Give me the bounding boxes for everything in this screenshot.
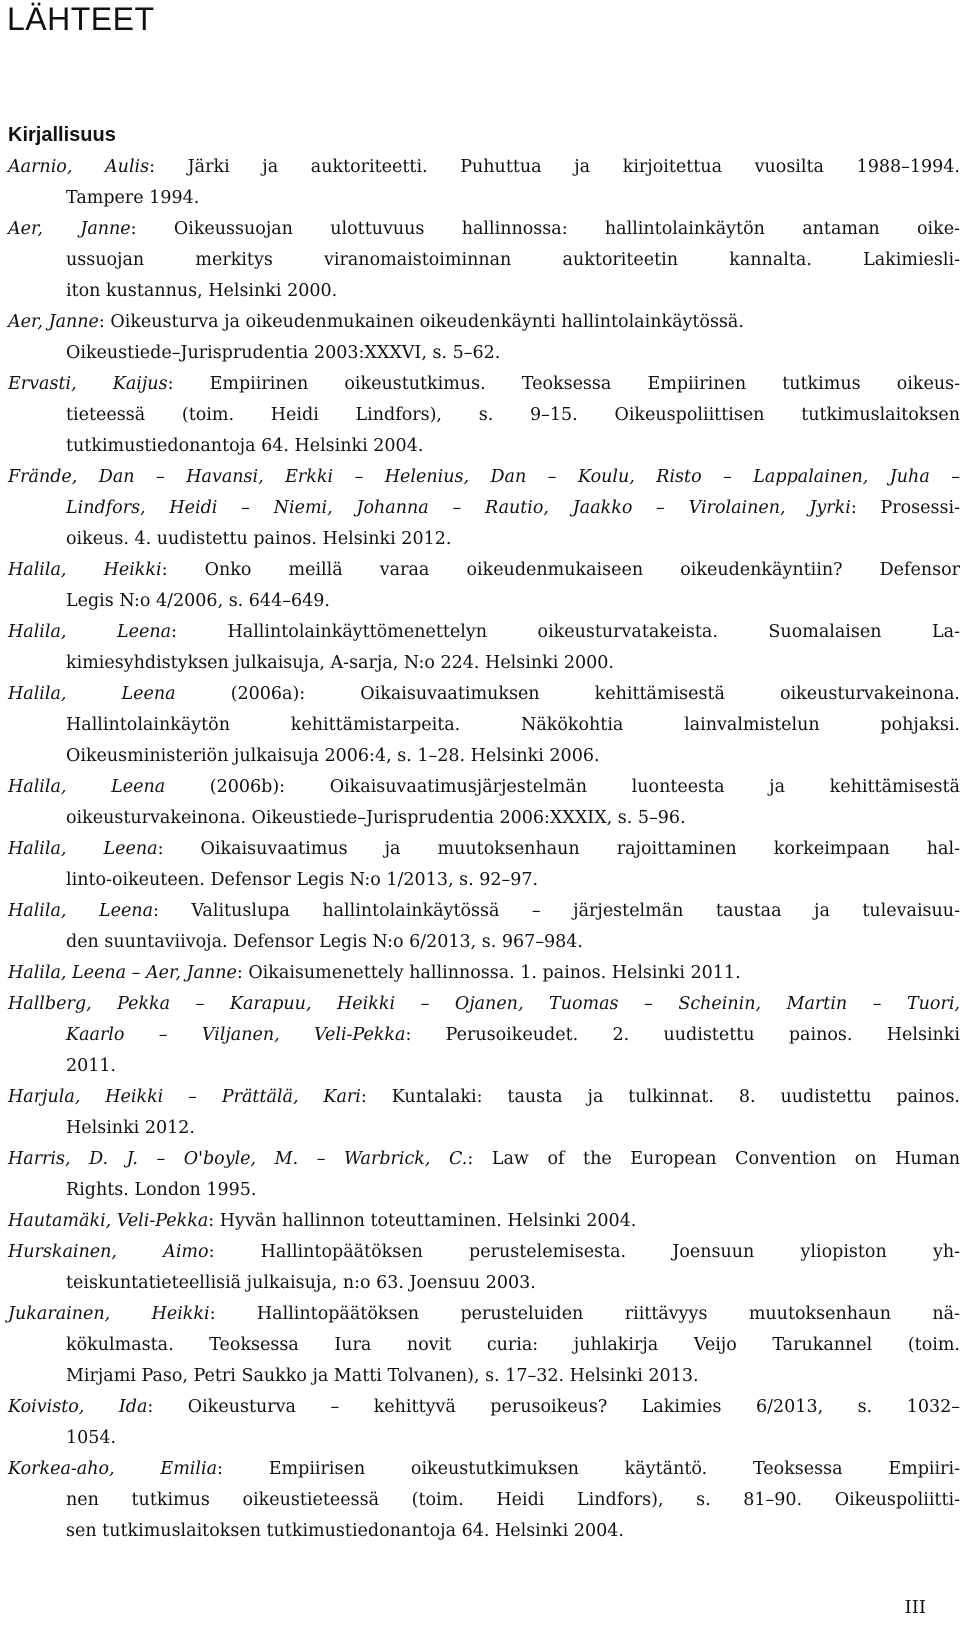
reference-line: sen tutkimuslaitoksen tutkimustiedonantoja 64. Helsinki 2004.: [66, 1521, 624, 1541]
reference-line: kökulmasta. Teoksessa Iura novit curia: juhlakirja Veijo Tarukannel (toim.: [66, 1335, 960, 1355]
reference-authors: Halila, Heikki: [8, 560, 162, 580]
reference-line: tutkimustiedonantoja 64. Helsinki 2004.: [66, 436, 424, 456]
reference-line: 2011.: [66, 1056, 117, 1076]
reference-authors: Halila, Leena: [8, 901, 154, 921]
reference-authors: Halila, Leena: [8, 622, 172, 642]
reference-text: : Empiirinen oikeustutkimus. Teoksessa Empiirinen tutkimus oikeus-: [167, 374, 960, 394]
reference-text: (2006a): Oikaisuvaatimuksen kehittämisestä oikeusturvakeinona.: [175, 684, 960, 704]
reference-entry: [8, 214, 960, 307]
reference-line: linto-oikeuteen. Defensor Legis N:o 1/2013, s. 92–97.: [66, 870, 539, 890]
reference-line: [8, 1299, 960, 1330]
reference-entry: [8, 1392, 960, 1454]
reference-entry: [8, 617, 960, 679]
reference-authors: Koivisto, Ida: [8, 1397, 148, 1417]
reference-line: [8, 772, 960, 803]
reference-line: [8, 679, 960, 710]
reference-line: [8, 896, 960, 927]
reference-authors: Aer, Janne: [8, 219, 131, 239]
reference-line: [8, 214, 960, 245]
reference-text: : Prosessi-: [850, 498, 960, 518]
reference-authors: Aarnio, Aulis: [8, 157, 150, 177]
reference-line: [8, 1206, 960, 1237]
reference-line: [8, 834, 960, 865]
reference-line: [8, 369, 960, 400]
reference-entry: [8, 1206, 960, 1237]
reference-line: tieteessä (toim. Heidi Lindfors), s. 9–15. Oikeuspoliittisen tutkimuslaitoksen: [66, 405, 960, 425]
reference-text: : Järki ja auktoriteetti. Puhuttua ja kirjoitettua vuosilta 1988–1994.: [149, 157, 960, 177]
reference-authors: Halila, Leena – Aer, Janne: [8, 963, 237, 983]
reference-line: [8, 462, 960, 493]
reference-line: [8, 555, 960, 586]
reference-text: : Oikaisumenettely hallinnossa. 1. painos. Helsinki 2011.: [236, 963, 741, 983]
reference-authors: Halila, Leena: [8, 839, 158, 859]
reference-text: : Hallintopäätöksen perustelemisesta. Joensuun yliopiston yh-: [208, 1242, 960, 1262]
reference-line: [8, 307, 960, 338]
reference-authors: Hallberg, Pekka – Karapuu, Heikki – Ojanen, Tuomas – Scheinin, Martin – Tuori,: [8, 994, 960, 1014]
reference-authors: Ervasti, Kaijus: [8, 374, 168, 394]
reference-authors: Harris, D. J. – O'boyle, M. – Warbrick, C.: [8, 1149, 468, 1169]
reference-authors: Harjula, Heikki – Prättälä, Kari: [8, 1087, 361, 1107]
reference-line: Oikeustiede–Jurisprudentia 2003:XXXVI, s. 5–62.: [66, 343, 501, 363]
reference-authors: Kaarlo – Viljanen, Veli-Pekka: [66, 1025, 406, 1045]
reference-entry: [8, 772, 960, 834]
section-heading: Kirjallisuus: [8, 124, 116, 146]
reference-entry: [8, 834, 960, 896]
reference-line: [8, 1144, 960, 1175]
reference-text: : Empiirisen oikeustutkimuksen käytäntö. Teoksessa Empiiri-: [217, 1459, 960, 1479]
reference-authors: Lindfors, Heidi – Niemi, Johanna – Rautio, Jaakko – Virolainen, Jyrki: [66, 498, 851, 518]
reference-text: (2006b): Oikaisuvaatimusjärjestelmän luonteesta ja kehittämisestä: [165, 777, 960, 797]
reference-entry: [8, 679, 960, 772]
reference-line: [8, 617, 960, 648]
reference-text: : Oikeussuojan ulottuvuus hallinnossa: hallintolainkäytön antaman oike-: [130, 219, 960, 239]
reference-line: den suuntaviivoja. Defensor Legis N:o 6/2013, s. 967–984.: [66, 932, 583, 952]
reference-line: [8, 1082, 960, 1113]
reference-line: 1054.: [66, 1428, 117, 1448]
reference-authors: Korkea-aho, Emilia: [8, 1459, 218, 1479]
reference-text: : Hallintopäätöksen perusteluiden riittävyys muutoksenhaun nä-: [209, 1304, 960, 1324]
reference-text: : Kuntalaki: tausta ja tulkinnat. 8. uudistettu painos.: [360, 1087, 960, 1107]
reference-line: nen tutkimus oikeustieteessä (toim. Heidi Lindfors), s. 81–90. Oikeuspoliitti-: [66, 1490, 960, 1510]
reference-entry: [8, 152, 960, 214]
reference-entry: [8, 1082, 960, 1144]
reference-text: : Hallintolainkäyttömenettelyn oikeusturvatakeista. Suomalaisen La-: [171, 622, 960, 642]
page-title: LÄHTEET: [7, 1, 155, 37]
reference-line: [8, 493, 960, 524]
reference-line: [8, 989, 960, 1020]
reference-entry: [8, 462, 960, 555]
reference-line: Helsinki 2012.: [66, 1118, 195, 1138]
reference-line: [8, 1020, 960, 1051]
reference-list: [8, 152, 960, 1547]
reference-entry: [8, 896, 960, 958]
reference-entry: [8, 1299, 960, 1392]
reference-entry: [8, 1454, 960, 1547]
reference-entry: [8, 1237, 960, 1299]
reference-entry: [8, 989, 960, 1082]
reference-entry: [8, 1144, 960, 1206]
reference-authors: Halila, Leena: [8, 777, 166, 797]
reference-line: [8, 1454, 960, 1485]
reference-line: [8, 1392, 960, 1423]
reference-line: Legis N:o 4/2006, s. 644–649.: [66, 591, 330, 611]
reference-line: Tampere 1994.: [66, 188, 200, 208]
reference-line: Oikeusministeriön julkaisuja 2006:4, s. 1–28. Helsinki 2006.: [66, 746, 600, 766]
reference-line: Hallintolainkäytön kehittämistarpeita. Näkökohtia lainvalmistelun pohjaksi.: [66, 715, 960, 735]
reference-authors: Jukarainen, Heikki: [8, 1304, 210, 1324]
reference-authors: Aer, Janne: [8, 312, 99, 332]
reference-text: : Onko meillä varaa oikeudenmukaiseen oikeudenkäyntiin? Defensor: [161, 560, 960, 580]
reference-line: Mirjami Paso, Petri Saukko ja Matti Tolvanen), s. 17–32. Helsinki 2013.: [66, 1366, 699, 1386]
reference-line: ussuojan merkitys viranomaistoiminnan auktoriteetin kannalta. Lakimiesli-: [66, 250, 960, 270]
reference-line: oikeusturvakeinona. Oikeustiede–Jurisprudentia 2006:XXXIX, s. 5–96.: [66, 808, 686, 828]
reference-line: oikeus. 4. uudistettu painos. Helsinki 2012.: [66, 529, 452, 549]
reference-text: : Oikaisuvaatimus ja muutoksenhaun rajoittaminen korkeimpaan hal-: [157, 839, 960, 859]
reference-line: teiskuntatieteellisiä julkaisuja, n:o 63. Joensuu 2003.: [66, 1273, 536, 1293]
page-number: III: [904, 1597, 926, 1618]
reference-line: [8, 958, 960, 989]
reference-authors: Halila, Leena: [8, 684, 176, 704]
reference-text: : Oikeusturva – kehittyvä perusoikeus? Lakimies 6/2013, s. 1032–: [147, 1397, 960, 1417]
reference-text: : Oikeusturva ja oikeudenmukainen oikeudenkäynti hallintolainkäytössä.: [98, 312, 744, 332]
reference-line: Rights. London 1995.: [66, 1180, 257, 1200]
reference-authors: Hautamäki, Veli-Pekka: [8, 1211, 209, 1231]
reference-text: : Hyvän hallinnon toteuttaminen. Helsinki 2004.: [208, 1211, 637, 1231]
reference-authors: Frände, Dan – Havansi, Erkki – Helenius, Dan – Koulu, Risto – Lappalainen, Juha –: [8, 467, 960, 487]
reference-line: [8, 1237, 960, 1268]
reference-line: [8, 152, 960, 183]
reference-text: : Law of the European Convention on Human: [467, 1149, 960, 1169]
reference-line: iton kustannus, Helsinki 2000.: [66, 281, 338, 301]
reference-entry: [8, 555, 960, 617]
reference-entry: [8, 369, 960, 462]
reference-text: : Valituslupa hallintolainkäytössä – järjestelmän taustaa ja tulevaisuu-: [153, 901, 960, 921]
reference-authors: Hurskainen, Aimo: [8, 1242, 209, 1262]
reference-text: : Perusoikeudet. 2. uudistettu painos. Helsinki: [405, 1025, 960, 1045]
reference-entry: [8, 958, 960, 989]
reference-line: kimiesyhdistyksen julkaisuja, A-sarja, N:o 224. Helsinki 2000.: [66, 653, 614, 673]
reference-entry: [8, 307, 960, 369]
